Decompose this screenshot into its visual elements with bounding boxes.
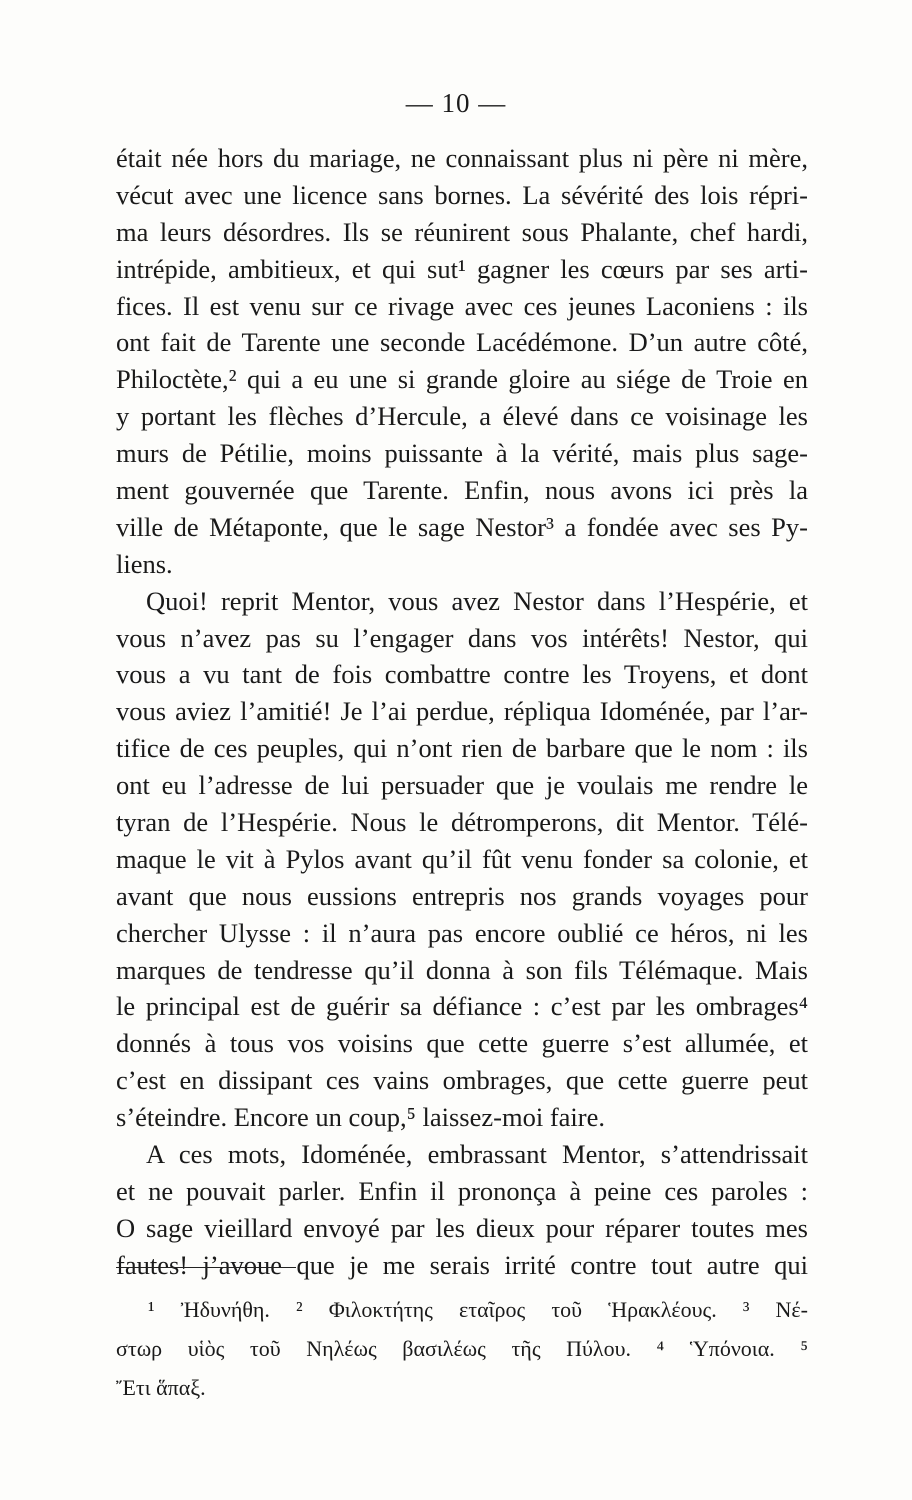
- text-line: ment gouvernée que Tarente. Enfin, nous avons ici près la: [116, 475, 808, 506]
- text-line: Quoi! reprit Mentor, vous avez Nestor dans l’Hespérie, et: [146, 585, 808, 616]
- text-line: ma leurs désordres. Ils se réunirent sous Phalante, chef hardi,: [116, 216, 808, 247]
- text-line: vous aviez l’amitié! Je l’ai perdue, répliqua Idoménée, par l’ar-: [116, 696, 808, 727]
- text-line: était née hors du mariage, ne connaissant plus ni père ni mère,: [116, 143, 808, 173]
- footnote-line: ¹ Ἠδυνήθη. ² Φιλοκτήτης εταῖρος τοῦ Ἡρακλέους. ³ Νέ-: [148, 1297, 808, 1322]
- text-line: fices. Il est venu sur ce rivage avec ces jeunes Laconiens : ils: [116, 290, 808, 321]
- text-line: liens.: [116, 548, 173, 579]
- page-number: — 10 —: [405, 88, 507, 118]
- text-line: ont eu l’adresse de lui persuader que je voulais me rendre le: [116, 770, 808, 801]
- text-line: c’est en dissipant ces vains ombrages, que cette guerre peut: [116, 1065, 808, 1096]
- text-line: marques de tendresse qu’il donna à son fils Télémaque. Mais: [116, 954, 808, 985]
- text-line: avant que nous eussions entrepris nos grands voyages pour: [116, 880, 808, 911]
- text-line: Philoctète,² qui a eu une si grande gloire au siége de Troie en: [116, 364, 808, 395]
- text-line: murs de Pétilie, moins puissante à la vérité, mais plus sage-: [116, 438, 808, 469]
- text-line: ville de Métaponte, que le sage Nestor³ a fondée avec ses Py-: [116, 511, 808, 542]
- text-line: et ne pouvait parler. Enfin il prononça à peine ces paroles :: [116, 1175, 808, 1206]
- text-line: y portant les flèches d’Hercule, a élevé dans ce voisinage les: [116, 401, 808, 432]
- text-line: O sage vieillard envoyé par les dieux pour réparer toutes mes: [116, 1212, 808, 1243]
- text-line: ont fait de Tarente une seconde Lacédémone. D’un autre côté,: [116, 327, 808, 358]
- main-text: [116, 140, 808, 1284]
- text-line: chercher Ulysse : il n’aura pas encore oublié ce héros, ni les: [116, 917, 808, 948]
- text-line: fautes! j’avoue que je me serais irrité contre tout autre qui: [116, 1249, 808, 1280]
- text-line: tifice de ces peuples, qui n’ont rien de barbare que le nom : ils: [116, 733, 808, 764]
- text-line: vous a vu tant de fois combattre contre les Troyens, et dont: [116, 659, 808, 690]
- text-line: maque le vit à Pylos avant qu’il fût venu fonder sa colonie, et: [116, 843, 808, 874]
- text-line: intrépide, ambitieux, et qui sut¹ gagner les cœurs par ses arti-: [116, 253, 808, 284]
- text-line: le principal est de guérir sa défiance : c’est par les ombrages⁴: [116, 991, 808, 1022]
- text-line: vous n’avez pas su l’engager dans vos intérêts! Nestor, qui: [116, 622, 808, 653]
- text-line: vécut avec une licence sans bornes. La sévérité des lois répri-: [116, 179, 808, 210]
- text-line: tyran de l’Hespérie. Nous le détromperons, dit Mentor. Télé-: [116, 807, 808, 838]
- footnote-line: Ἔτι ἅπαξ.: [116, 1375, 206, 1400]
- text-line: donnés à tous vos voisins que cette guerre s’est allumée, et: [116, 1028, 808, 1059]
- text-line: s’éteindre. Encore un coup,⁵ laissez-moi faire.: [116, 1102, 605, 1133]
- footnotes: [116, 1290, 808, 1407]
- text-line: A ces mots, Idoménée, embrassant Mentor, s’attendrissait: [146, 1139, 808, 1170]
- footnote-divider: [116, 1267, 296, 1268]
- footnote-line: στωρ υἱὸς τοῦ Νηλέως βασιλέως τῆς Πύλου. ⁴ Ὑπόνοια. ⁵: [116, 1336, 808, 1361]
